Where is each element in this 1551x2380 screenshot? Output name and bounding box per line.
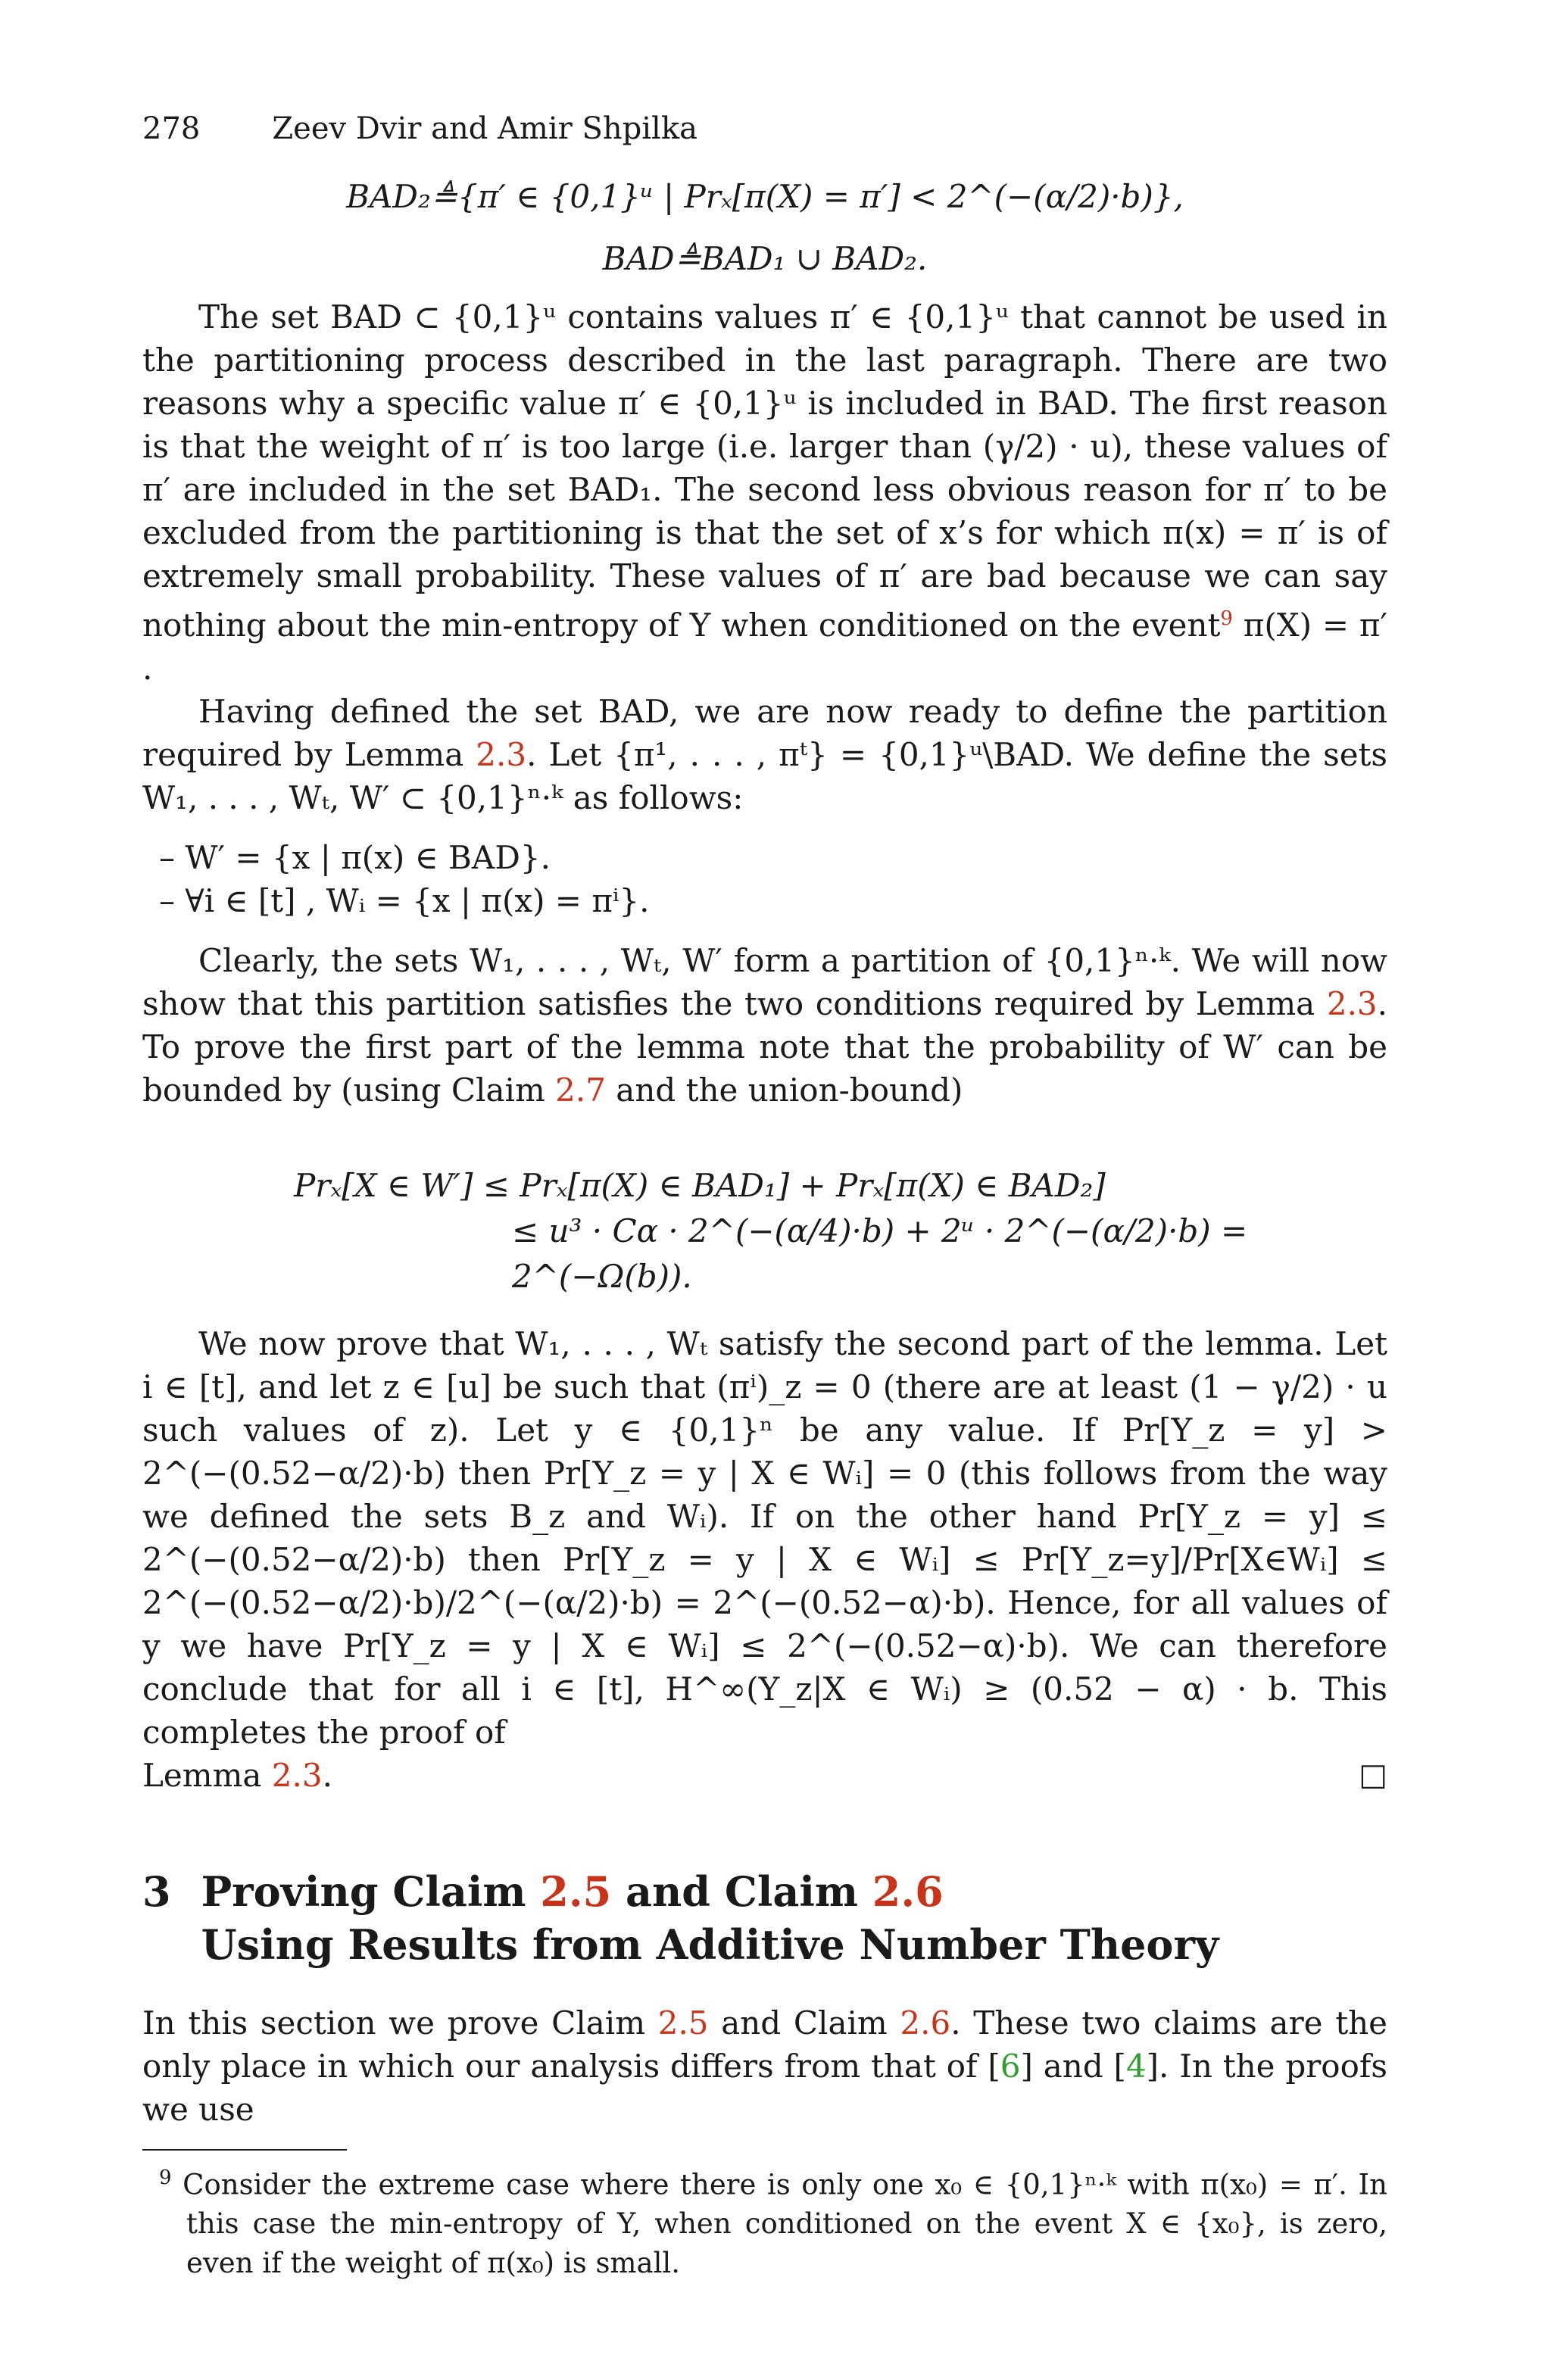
equation-bad2: BAD₂≜{π′ ∈ {0,1}ᵘ | Prₓ[π(X) = π′] < 2^(−(α/2)·b)}, [346,178,1184,215]
claim-ref[interactable]: 2.6 [900,2004,951,2042]
paragraph-text: and Claim [708,2004,900,2042]
footnote-ref[interactable]: 9 [1220,607,1233,630]
paragraph-partition [142,690,1387,819]
paragraph-second-part [142,1322,1387,1754]
paragraph-partition-proof [142,939,1387,1112]
paragraph-text: and the union-bound) [605,1071,963,1109]
paragraph-text: . To prove the first part of the lemma note that the probability of W′ can be bounded by (using Claim [142,985,1387,1109]
section-heading [142,1865,1387,1971]
section-title-text: and Claim [611,1867,872,1916]
paragraph-text: Clearly, the sets W₁, . . . , Wₜ, W′ form a partition of {0,1}ⁿ·ᵏ. We will now show that this partition satisfies the two conditions required by Lemma [142,942,1387,1022]
equation-bad: BAD≜BAD₁ ∪ BAD₂. [602,240,928,277]
lemma-ref[interactable]: 2.3 [476,736,527,773]
paragraph-text: The set BAD ⊂ {0,1}ᵘ contains values π′ ∈ {0,1}ᵘ that cannot be used in the partitioning process described in the last paragraph. There are two reasons why a specific value π′ ∈ {0,1}ᵘ is included in BAD. The first reason is that the weight of π′ is too large (i.e. larger than (γ/2) · u), these values of π′ are included in the set BAD₁. The second less obvious reason for π′ to be excluded from the partitioning is that the set of x’s for which π(x) = π′ is of extremely small probability. These values of π′ are bad because we can say nothing about the min-entropy of Y when conditioned on the event [142,298,1387,644]
paragraph-section-intro [142,2001,1387,2131]
claim-ref[interactable]: 2.7 [555,1071,606,1109]
page-number: 278 [142,111,201,146]
paragraph-text: ] and [ [1020,2048,1126,2085]
paragraph-text: We now prove that W₁, . . . , Wₜ satisfy the second part of the lemma. Let i ∈ [t], and let z ∈ [u] be such that (πⁱ)_z = 0 (there are at least (1 − γ/2) · u such values of z). Let y ∈ {0,1}ⁿ be any value. If Pr[Y_z = y] > 2^(−(0.52−α/2)·b) then Pr[Y_z = y | X ∈ Wᵢ] = 0 (this follows from the way we defined the sets B_z and Wᵢ). If on the other hand Pr[Y_z = y] ≤ 2^(−(0.52−α/2)·b) then Pr[Y_z = y | X ∈ Wᵢ] ≤ Pr[Y_z=y]/Pr[X∈Wᵢ] ≤ 2^(−(0.52−α/2)·b)/2^(−(α/2)·b) = 2^(−(0.52−α)·b). Hence, for all values of y we have Pr[Y_z = y | X ∈ Wᵢ] ≤ 2^(−(0.52−α)·b). We can therefore conclude that for all i ∈ [t], H^∞(Y_z|X ∈ Wᵢ) ≥ (0.52 − α) · b. This completes the proof of [142,1325,1387,1751]
authors: Zeev Dvir and Amir Shpilka [272,111,697,146]
definition-list [142,836,1387,922]
footnote-mark: 9 [159,2166,172,2189]
section-title-line2: Using Results from Additive Number Theory [201,1920,1219,1969]
footnote [142,2158,1387,2283]
section-title [201,1865,1219,1971]
paragraph-text: . Let {π¹, . . . , πᵗ} = {0,1}ᵘ\BAD. We define the sets W₁, . . . , Wₜ, W′ ⊂ {0,1}ⁿ·ᵏ as follows: [142,736,1387,816]
qed-line [142,1754,1387,1797]
equation-pr-line1: Prₓ[X ∈ W′] ≤ Prₓ[π(X) ∈ BAD₁] + Prₓ[π(X) ∈ BAD₂] [294,1167,1106,1204]
list-item: – W′ = {x | π(x) ∈ BAD}. [159,839,551,876]
claim-ref[interactable]: 2.5 [540,1867,612,1916]
paragraph-bad-explanation [142,295,1387,690]
paragraph-text: Having defined the set BAD, we are now ready to define the partition required by Lemma [142,693,1387,773]
paragraph-text: . These two claims are the only place in which our analysis differs from that of [ [142,2004,1387,2085]
equation-pr-line2: ≤ u³ · Cα · 2^(−(α/4)·b) + 2ᵘ · 2^(−(α/2)·b) = 2^(−Ω(b)). [512,1212,1248,1295]
lemma-ref[interactable]: 2.3 [271,1757,323,1794]
claim-ref[interactable]: 2.5 [657,2004,709,2042]
section-title-text: Proving Claim [201,1867,541,1916]
citation-ref[interactable]: 4 [1125,2048,1147,2085]
lemma-conclusion [142,1754,332,1797]
paragraph-text: Lemma [142,1757,272,1794]
running-header [142,106,1387,151]
paragraph-text: ]. In the proofs we use [142,2048,1387,2128]
paragraph-text: In this section we prove Claim [142,2004,658,2042]
list-item: – ∀i ∈ [t] , Wᵢ = {x | π(x) = πⁱ}. [159,882,650,919]
paragraph-text: . [322,1757,332,1794]
lemma-ref[interactable]: 2.3 [1326,985,1378,1022]
qed-symbol: □ [1359,1758,1387,1792]
citation-ref[interactable]: 6 [1000,2048,1021,2085]
page [142,106,1387,2283]
section-number: 3 [142,1867,171,1916]
paragraph-text-end: π(X) = π′ . [142,607,1387,687]
claim-ref[interactable]: 2.6 [872,1867,944,1916]
footnote-divider [142,2149,347,2151]
footnote-text: Consider the extreme case where there is only one x₀ ∈ {0,1}ⁿ·ᵏ with π(x₀) = π′. In this case the min-entropy of Y, when conditioned on the event X ∈ {x₀}, is zero, even if the weight of π(x₀) is small. [183,2168,1388,2280]
